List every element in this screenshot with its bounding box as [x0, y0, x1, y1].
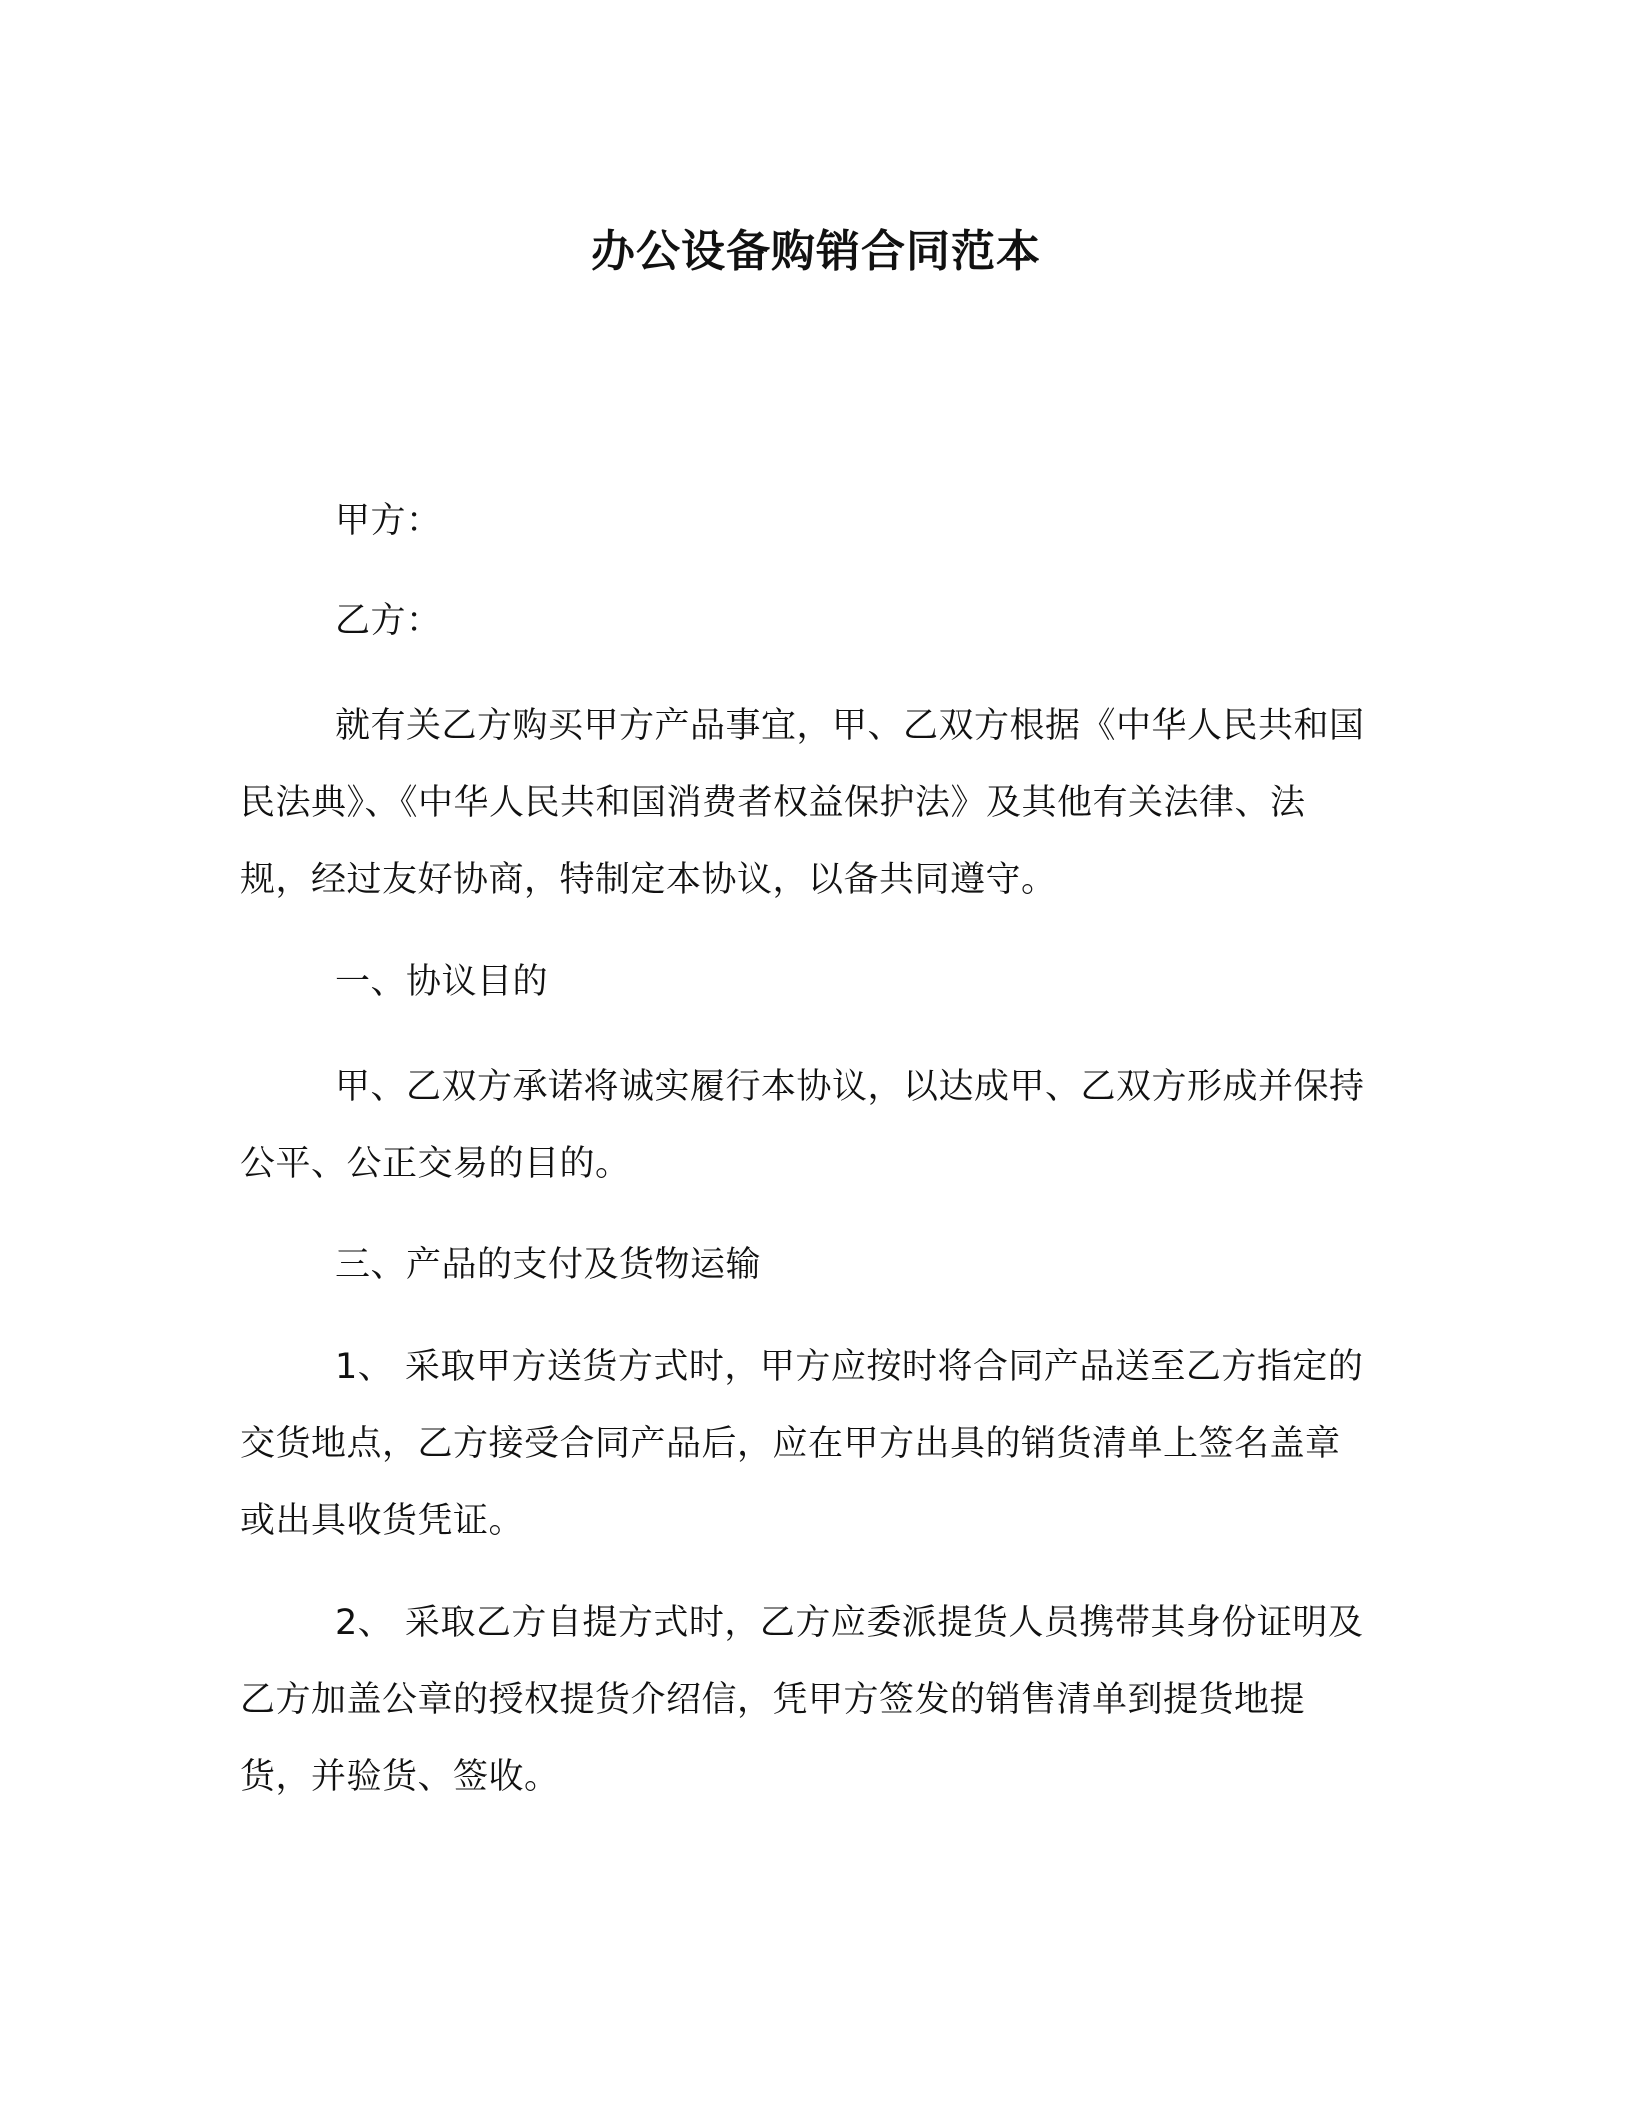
section-1-heading: 一、协议目的 — [335, 962, 549, 1002]
document-title: 办公设备购销合同范本 — [591, 226, 1041, 277]
section-1-paragraph: 甲、乙双方承诺将诚实履行本协议，以达成甲、乙双方形成并保持公平、公正交易的目的。 — [240, 1067, 1365, 1184]
party-b-label: 乙方： — [335, 601, 442, 641]
preamble-paragraph: 就有关乙方购买甲方产品事宜，甲、乙双方根据《中华人民共和国民法典》、《中华人民共和国消费者权益保护法》及其他有关法律、法规，经过友好协商，特制定本协议，以备共同遵守。 — [240, 706, 1365, 900]
clause-1-paragraph: 1、 采取甲方送货方式时，甲方应按时将合同产品送至乙方指定的交货地点，乙方接受合同产品后，应在甲方出具的销货清单上签名盖章或出具收货凭证。 — [240, 1347, 1364, 1541]
clause-2-paragraph: 2、 采取乙方自提方式时，乙方应委派提货人员携带其身份证明及乙方加盖公章的授权提货介绍信，凭甲方签发的销售清单到提货地提货，并验货、签收。 — [240, 1603, 1364, 1797]
party-a-label: 甲方： — [335, 501, 442, 541]
section-3-heading: 三、产品的支付及货物运输 — [335, 1245, 762, 1285]
